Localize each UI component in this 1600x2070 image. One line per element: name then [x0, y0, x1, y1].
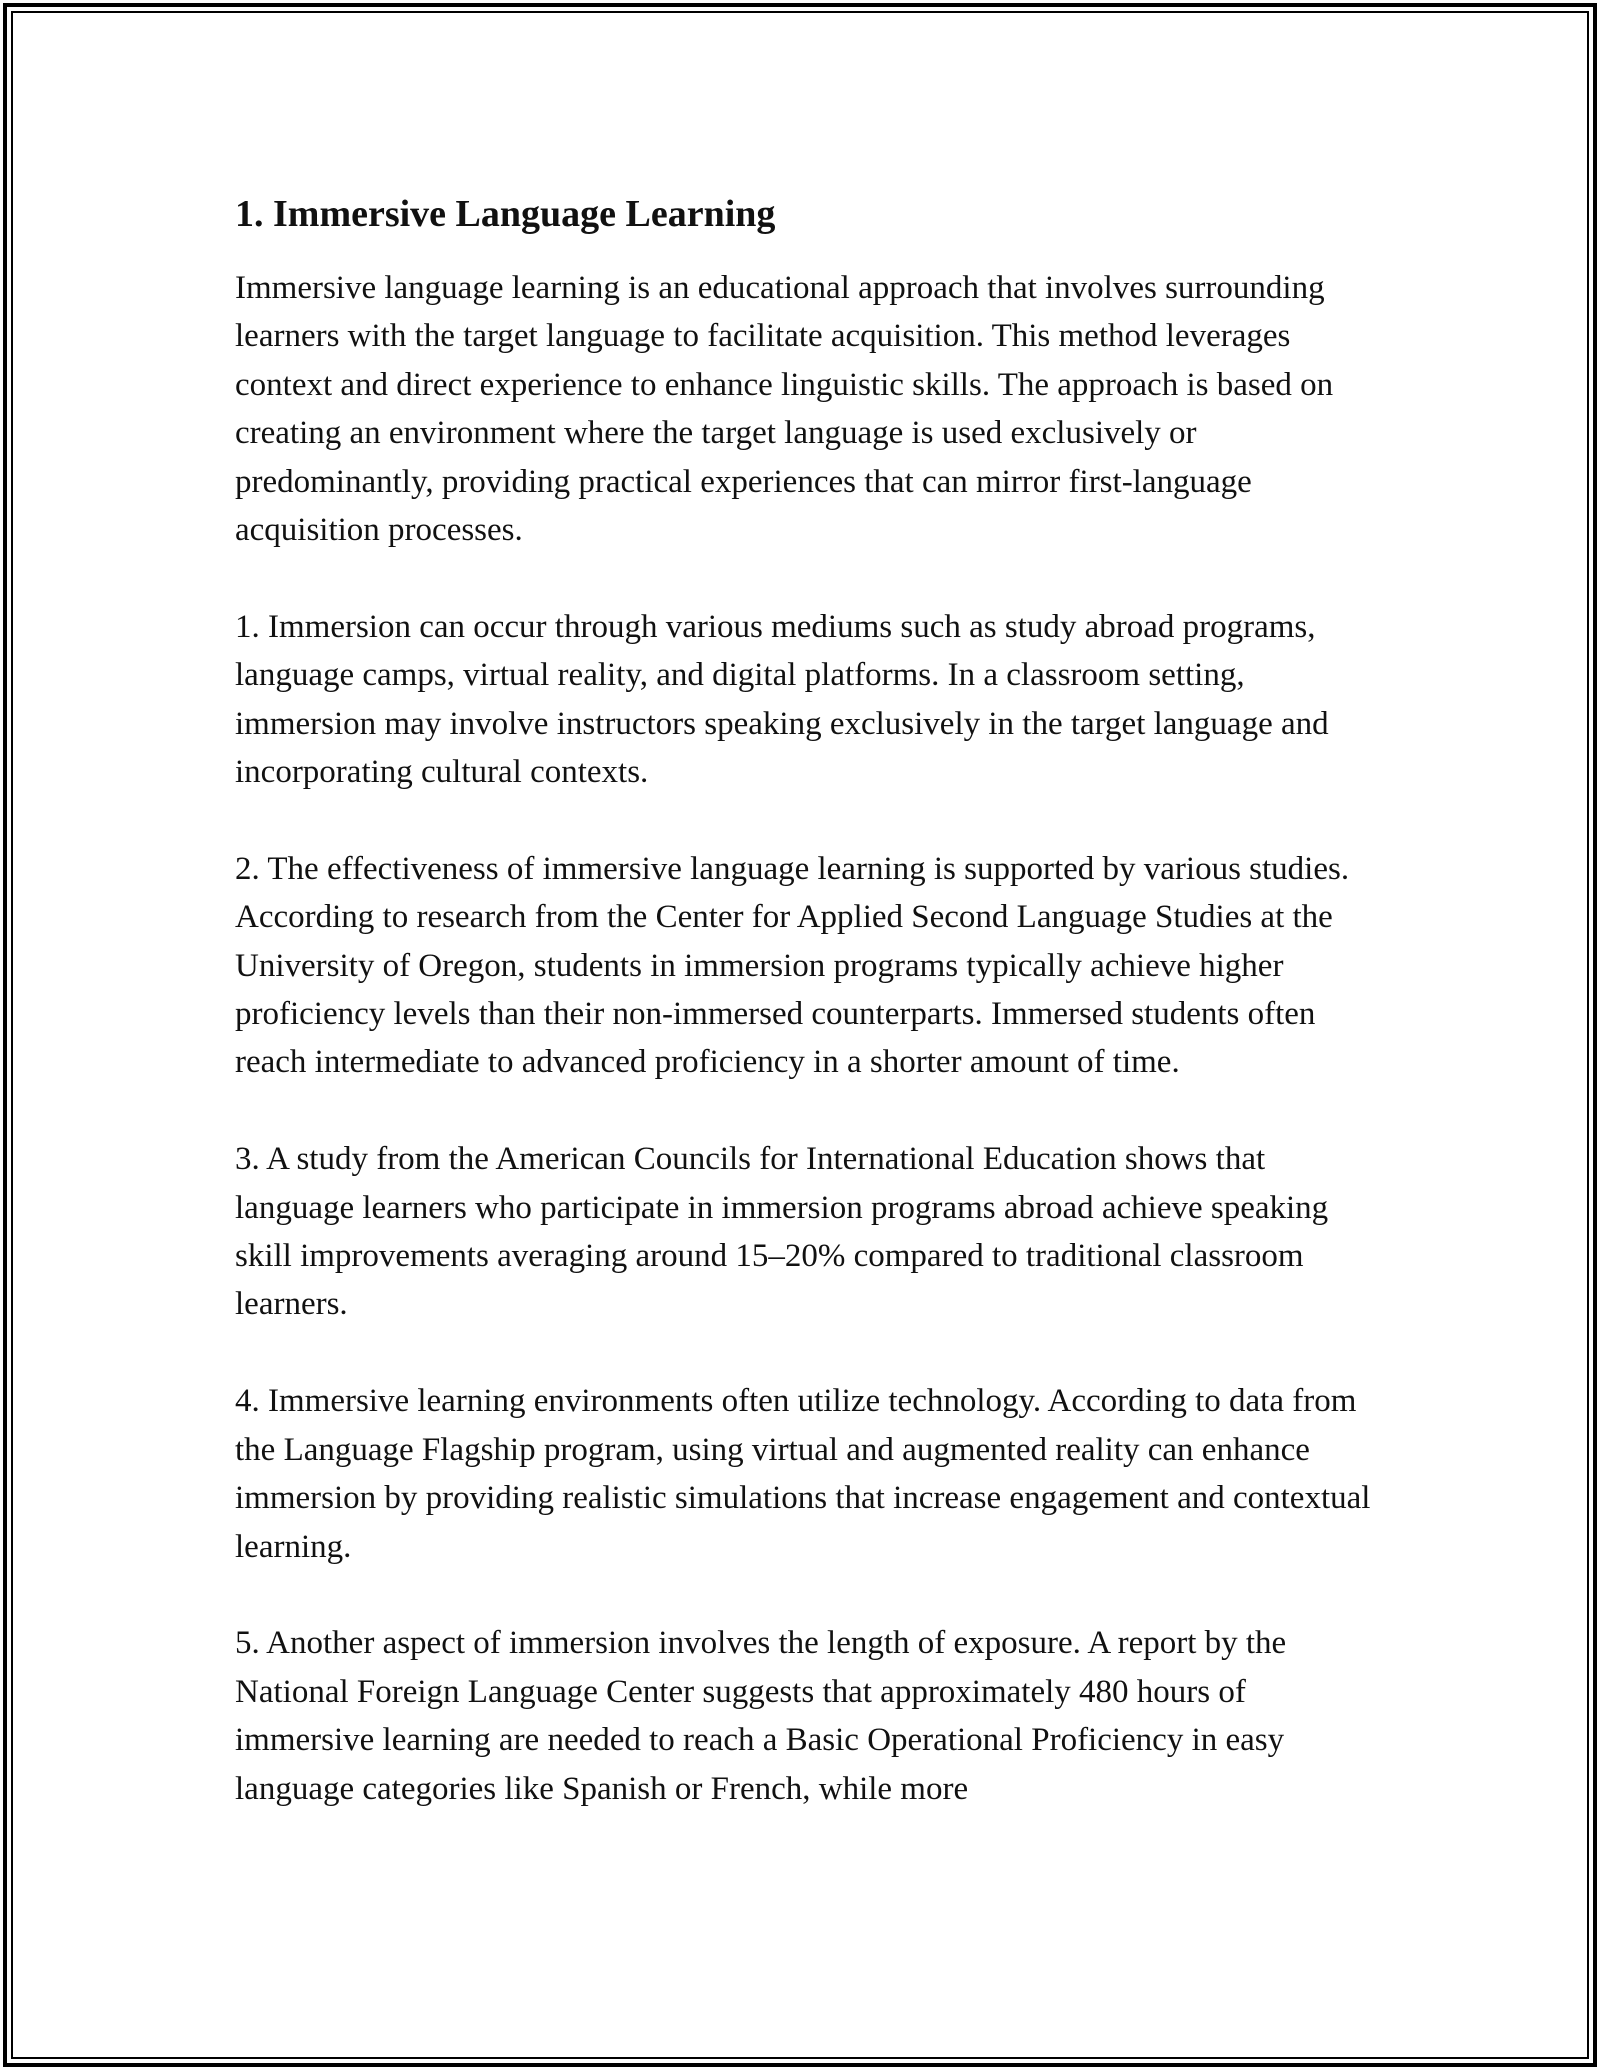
- point-5-paragraph: 5. Another aspect of immersion involves the length of exposure. A report by the National Foreign Language Center suggests that approximately 480 hours of immersive learning are needed to reach a Basic Operational Proficiency in easy language categories like Spanish or French, while more: [235, 1625, 1287, 1807]
- point-4-paragraph: 4. Immersive learning environments often utilize technology. According to data from the Language Flagship program, using virtual and augmented reality can enhance immersion by providing realistic simulations that increase engagement and contextual learning.: [235, 1383, 1371, 1565]
- point-3-paragraph: 3. A study from the American Councils for International Education shows that language learners who participate in immersion programs abroad achieve speaking skill improvements averaging around 15–20% compared to traditional classroom learners.: [235, 1141, 1329, 1323]
- document-content: [235, 186, 1375, 1813]
- point-2-paragraph: 2. The effectiveness of immersive language learning is supported by various studies. According to research from the Center for Applied Second Language Studies at the University of Oregon, students in immersion programs typically achieve higher proficiency levels than their non-immersed counterparts. Immersed students often reach intermediate to advanced proficiency in a shorter amount of time.: [235, 850, 1350, 1081]
- intro-paragraph: Immersive language learning is an educational approach that involves surrounding learners with the target language to facilitate acquisition. This method leverages context and direct experience to enhance linguistic skills. The approach is based on creating an environment where the target language is used exclusively or predominantly, providing practical experiences that can mirror first-language acquisition processes.: [235, 270, 1334, 549]
- point-1-paragraph: 1. Immersion can occur through various mediums such as study abroad programs, language camps, virtual reality, and digital platforms. In a classroom setting, immersion may involve instructors speaking exclusively in the target language and incorporating cultural contexts.: [235, 608, 1329, 791]
- section-title: 1. Immersive Language Learning: [235, 193, 776, 235]
